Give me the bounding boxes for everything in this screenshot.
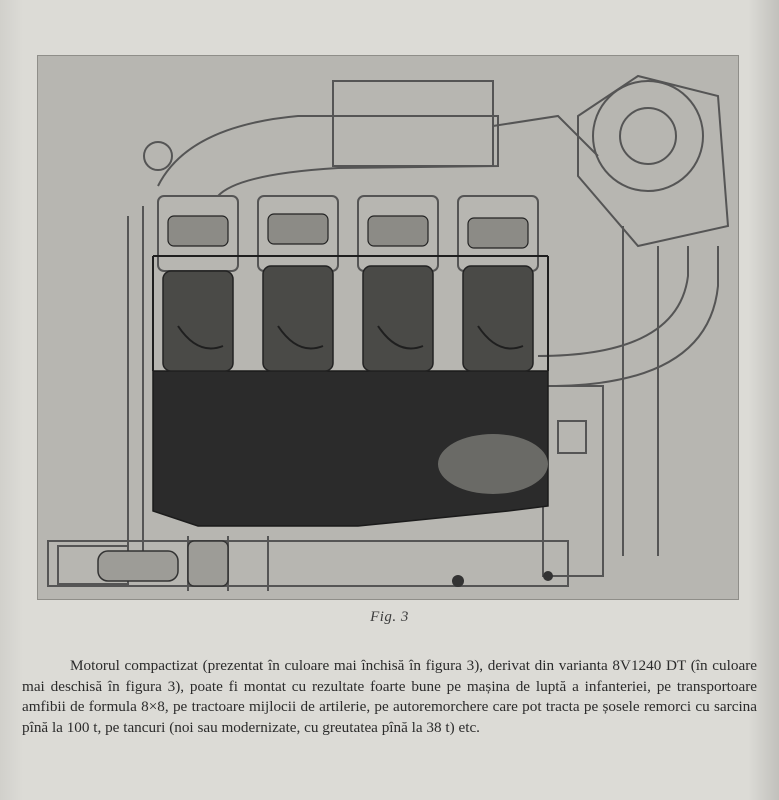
body-text — [22, 656, 757, 738]
engine-figure — [37, 55, 739, 600]
engine-illustration — [38, 56, 738, 599]
body-paragraph: Motorul compactizat (prezentat în culoare mai închisă în figura 3), derivat din varianta 8V1240 DT (în culoare mai deschisă în figura 3), poate fi montat cu rezultate foarte bune pe mașina de luptă a infanteriei, pe transportoare amfibii de formula 8×8, pe tractoare mijlocii de artilerie, pe autoremorchere care pot tracta pe șosele remorci cu sarcina pînă la 100 t, pe tancuri (noi sau modernizate, cu greutatea pînă la 38 t) etc. — [22, 657, 757, 736]
figure-caption: Fig. 3 — [370, 609, 409, 625]
